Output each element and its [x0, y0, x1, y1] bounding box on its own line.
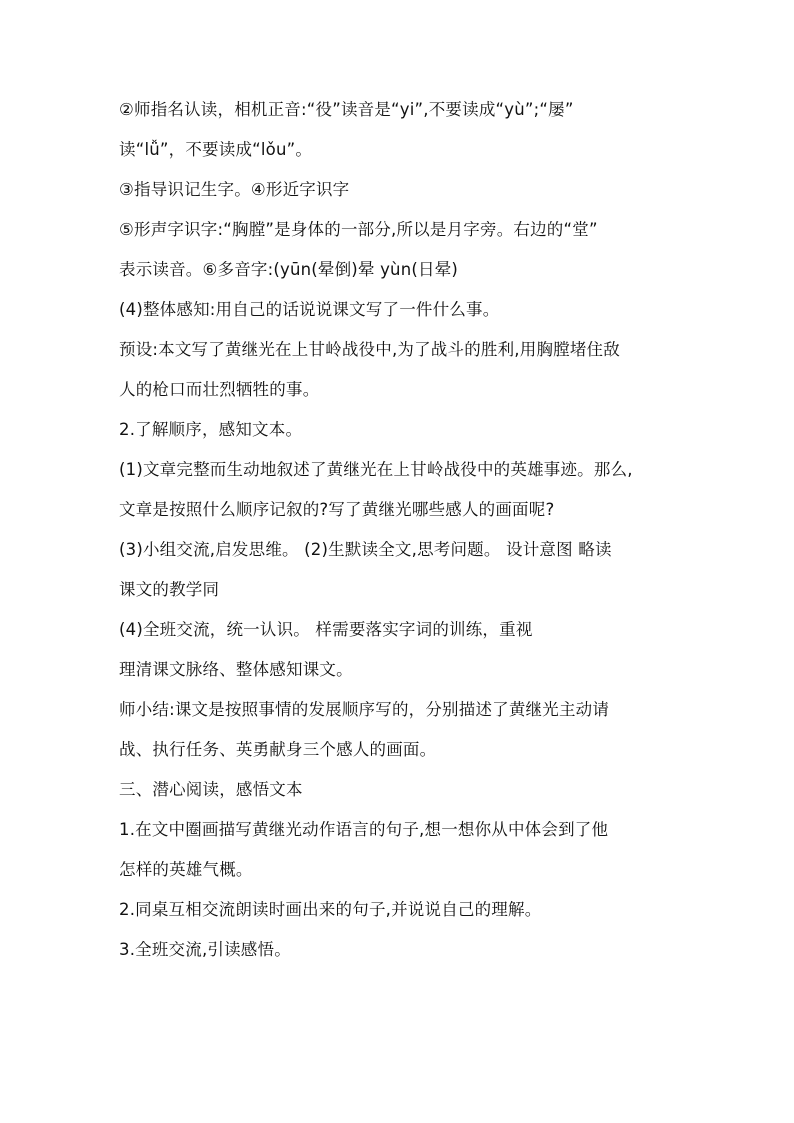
- text-line: 课文的教学同: [119, 580, 220, 599]
- text-line: 2.了解顺序，感知文本。: [119, 420, 303, 439]
- text-line: 战、执行任务、英勇献身三个感人的画面。: [119, 740, 437, 759]
- text-line: ③指导识记生字。④形近字识字: [119, 180, 350, 199]
- text-line: 怎样的英雄气概。: [119, 860, 253, 879]
- text-line: 3.全班交流,引读感悟。: [119, 940, 291, 959]
- text-line: ⑤形声字识字:“胸膛”是身体的一部分,所以是月字旁。右边的“堂”: [119, 220, 598, 239]
- text-line: (3)小组交流,启发思维。 (2)生默读全文,思考问题。 设计意图 略读: [119, 540, 612, 559]
- text-line: 1.在文中圈画描写黄继光动作语言的句子,想一想你从中体会到了他: [119, 820, 609, 839]
- text-line: ②师指名认读，相机正音:“役”读音是“yi”,不要读成“yù”;“屡”: [119, 100, 574, 119]
- text-line: 师小结:课文是按照事情的发展顺序写的，分别描述了黄继光主动请: [119, 700, 610, 719]
- text-line: 文章是按照什么顺序记叙的?写了黄继光哪些感人的画面呢?: [119, 500, 555, 519]
- text-line: 表示读音。⑥多音字:(yūn(晕倒)晕 yùn(日晕): [119, 260, 459, 279]
- text-line: 人的枪口而壮烈牺牲的事。: [119, 380, 320, 399]
- text-line: 理清课文脉络、整体感知课文。: [119, 660, 353, 679]
- text-line: 2.同桌互相交流朗读时画出来的句子,并说说自己的理解。: [119, 900, 542, 919]
- text-line: (1)文章完整而生动地叙述了黄继光在上甘岭战役中的英雄事迹。那么,: [119, 460, 633, 479]
- text-line: 读“lǚ”，不要读成“lǒu”。: [119, 140, 313, 159]
- text-line: (4)整体感知:用自己的话说说课文写了一件什么事。: [119, 300, 500, 319]
- document-body: [119, 100, 699, 980]
- text-line: (4)全班交流，统一认识。 样需要落实字词的训练，重视: [119, 620, 533, 639]
- text-line: 预设:本文写了黄继光在上甘岭战役中,为了战斗的胜利,用胸膛堵住敌: [119, 340, 620, 359]
- section-heading: 三、潜心阅读，感悟文本: [119, 780, 303, 799]
